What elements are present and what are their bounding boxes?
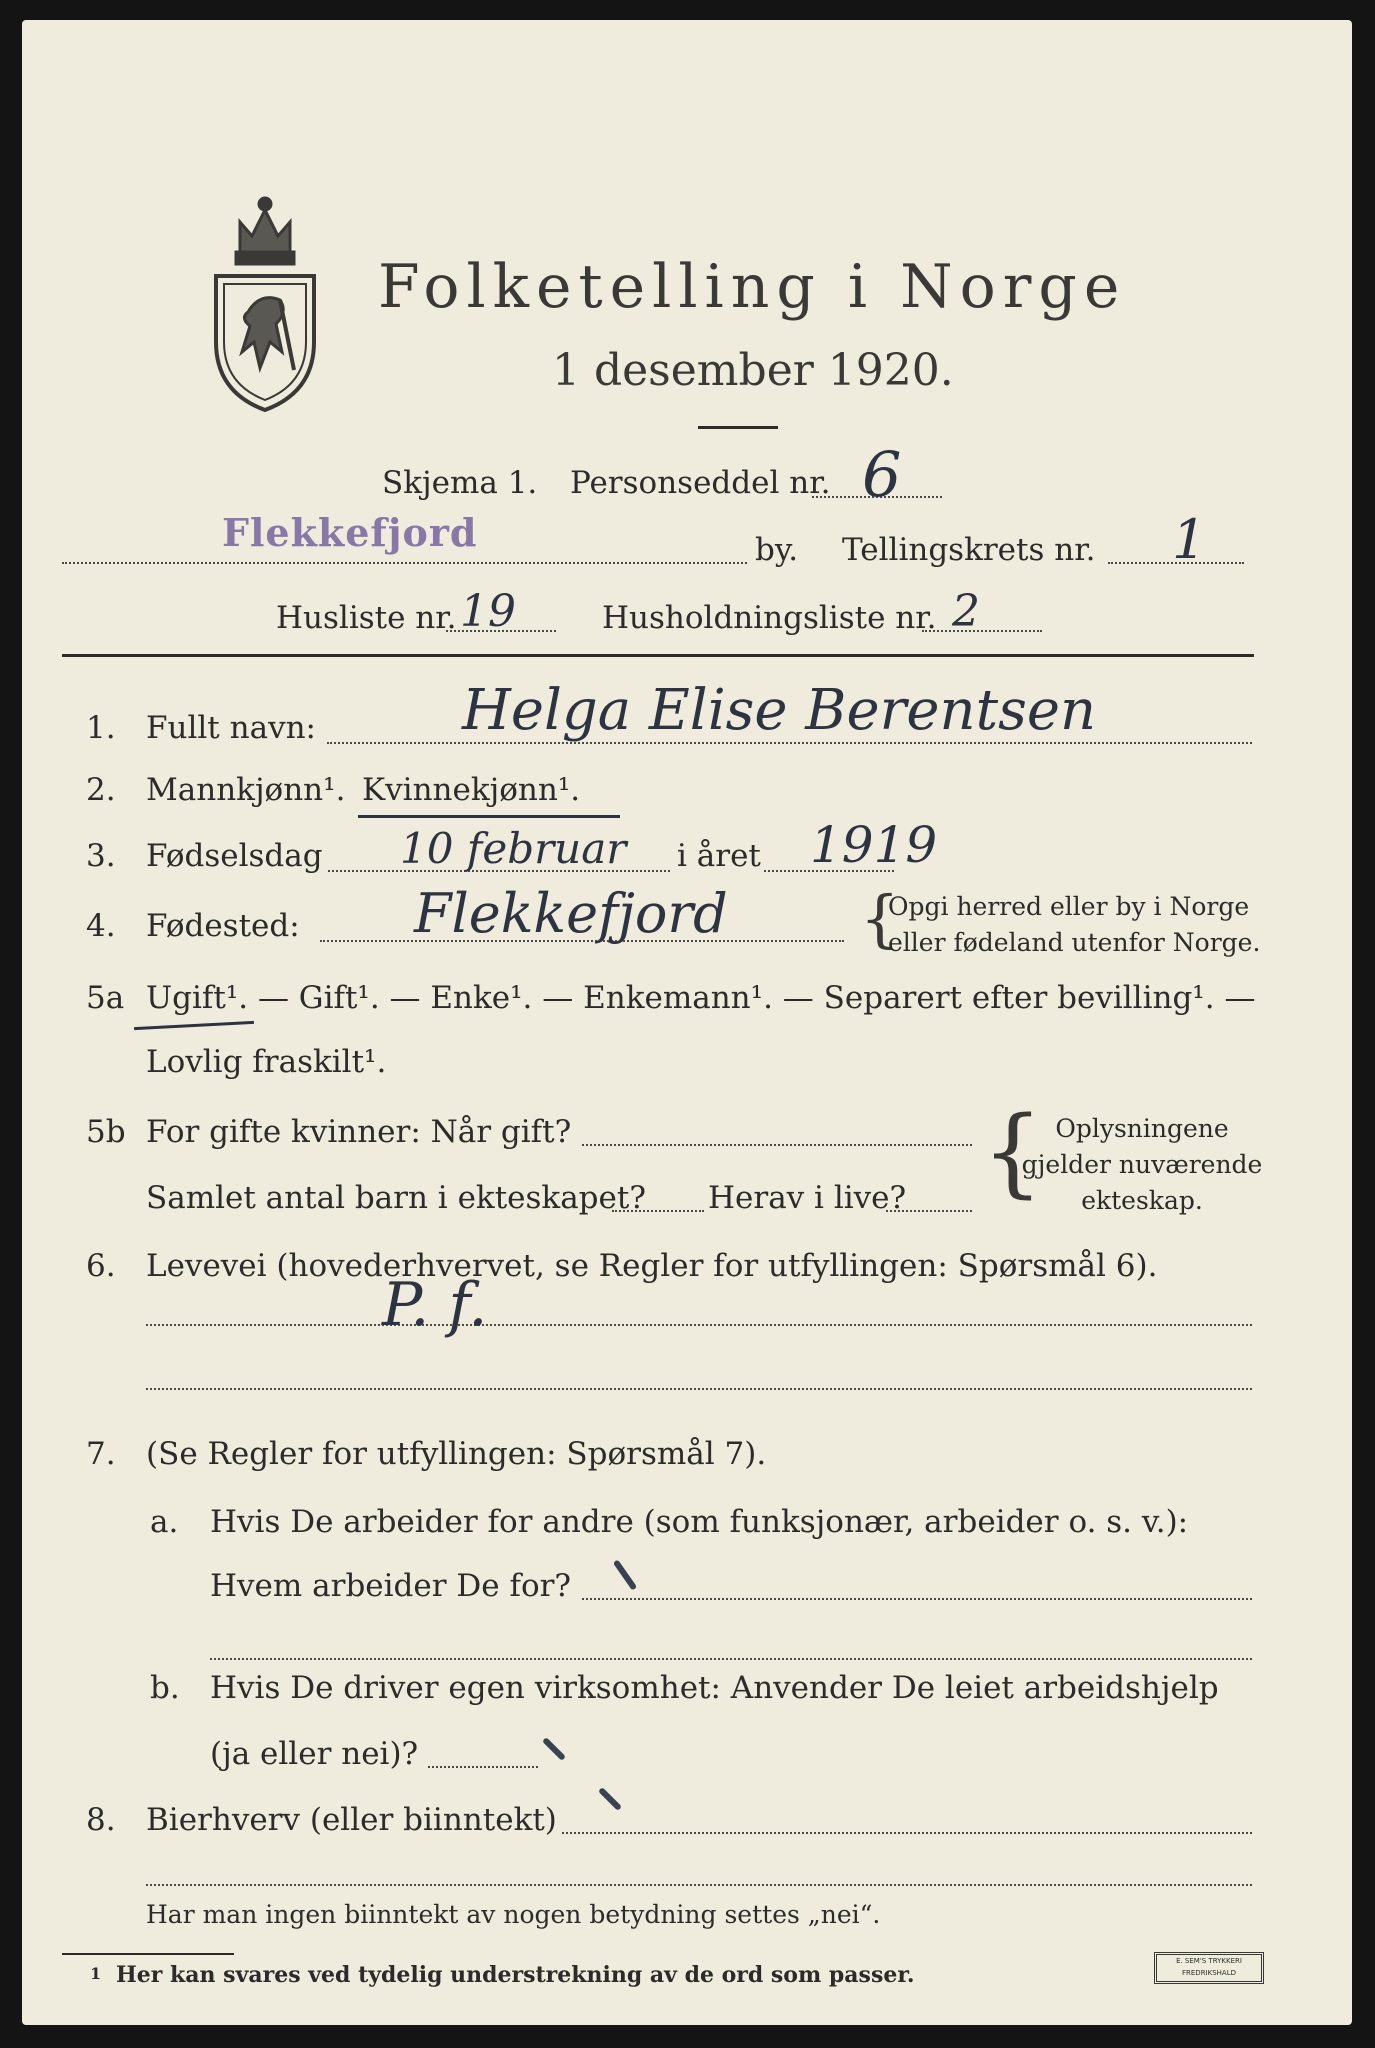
q5b-children-total: Samlet antal barn i ekteskapet? bbox=[146, 1180, 646, 1216]
employer-line-2 bbox=[210, 1658, 1252, 1660]
children-alive-line bbox=[886, 1210, 972, 1212]
sex-female-option: Kvinnekjønn¹. bbox=[362, 772, 581, 808]
birth-year-value: 1919 bbox=[810, 816, 938, 874]
census-date: 1 desember 1920. bbox=[552, 345, 954, 396]
sex-male-option: Mannkjønn¹. bbox=[146, 772, 346, 808]
skjema-label: Skjema 1. bbox=[382, 465, 538, 501]
marital-status-divorced: Lovlig fraskilt¹. bbox=[146, 1044, 387, 1080]
q5b-children-alive: Herav i live? bbox=[708, 1180, 907, 1216]
husliste-label: Husliste nr. bbox=[276, 600, 457, 636]
footnote-text: Her kan svares ved tydelig understrekning av de ord som passer. bbox=[116, 1962, 915, 1988]
children-total-line bbox=[612, 1210, 704, 1212]
q8-label: Bierhverv (eller biinntekt) bbox=[146, 1802, 557, 1838]
q1-number: 1. bbox=[86, 710, 116, 746]
year-label: i året bbox=[677, 838, 761, 874]
q5a-number: 5a bbox=[86, 980, 125, 1016]
occupation-line-2 bbox=[146, 1388, 1252, 1390]
marital-status-options: Ugift¹. — Gift¹. — Enke¹. — Enkemann¹. — Separert efter bevilling¹. — bbox=[146, 980, 1256, 1016]
full-name-value: Helga Elise Berentsen bbox=[462, 678, 1097, 743]
q7b-letter: b. bbox=[150, 1670, 180, 1706]
side-income-line-2 bbox=[146, 1884, 1252, 1886]
ugift-underline bbox=[134, 1021, 254, 1030]
q5b-number: 5b bbox=[86, 1114, 126, 1150]
side-income-dash-mark bbox=[598, 1787, 622, 1811]
q7a-letter: a. bbox=[150, 1504, 179, 1540]
q3-number: 3. bbox=[86, 838, 116, 874]
q7b-hired-help-label: (ja eller nei)? bbox=[210, 1736, 419, 1772]
husholdningsliste-label: Husholdningsliste nr. bbox=[602, 600, 937, 636]
female-underline bbox=[358, 815, 620, 818]
no-income-note: Har man ingen biinntekt av nogen betydning settes „nei“. bbox=[146, 1900, 881, 1929]
tellingskrets-value: 1 bbox=[1172, 508, 1207, 571]
employer-dash-mark bbox=[613, 1559, 637, 1590]
q7a-employer-label: Hvem arbeider De for? bbox=[210, 1568, 572, 1604]
tellingskrets-label: Tellingskrets nr. bbox=[842, 532, 1096, 568]
q7-label: (Se Regler for utfyllingen: Spørsmål 7). bbox=[146, 1436, 767, 1472]
footnote-rule bbox=[62, 1953, 234, 1955]
when-married-line bbox=[582, 1144, 972, 1146]
q2-number: 2. bbox=[86, 772, 116, 808]
husliste-value: 19 bbox=[460, 586, 516, 637]
q3-label: Fødselsdag bbox=[146, 838, 323, 874]
birthplace-note-brace: { bbox=[860, 882, 900, 955]
form-title: Folketelling i Norge bbox=[378, 252, 1127, 322]
personseddel-value: 6 bbox=[862, 438, 902, 511]
census-form bbox=[22, 20, 1352, 2025]
q6-label: Levevei (hovederhvervet, se Regler for utfyllingen: Spørsmål 6). bbox=[146, 1248, 1158, 1284]
q7a-question: Hvis De arbeider for andre (som funksjonær, arbeider o. s. v.): bbox=[210, 1504, 1189, 1540]
marriage-note-brace: { bbox=[982, 1096, 1044, 1208]
q5b-when-married: For gifte kvinner: Når gift? bbox=[146, 1114, 572, 1150]
q8-number: 8. bbox=[86, 1802, 116, 1838]
husholdningsliste-line bbox=[922, 630, 1042, 632]
q6-number: 6. bbox=[86, 1248, 116, 1284]
town-stamp: Flekkefjord bbox=[222, 510, 478, 555]
hired-help-dash-mark bbox=[542, 1737, 566, 1761]
q7b-question: Hvis De driver egen virksomhet: Anvender De leiet arbeidshjelp bbox=[210, 1670, 1219, 1706]
q4-number: 4. bbox=[86, 908, 116, 944]
town-line bbox=[62, 562, 747, 564]
by-label: by. bbox=[755, 532, 799, 568]
employer-line bbox=[582, 1598, 1252, 1600]
husholdningsliste-value: 2 bbox=[952, 586, 980, 637]
title-divider bbox=[698, 426, 778, 429]
q1-label: Fullt navn: bbox=[146, 710, 316, 746]
footnote-mark: 1 bbox=[90, 1964, 102, 1983]
q7-number: 7. bbox=[86, 1436, 116, 1472]
marriage-note-line3: ekteskap. bbox=[1081, 1186, 1203, 1215]
q4-label: Fødested: bbox=[146, 908, 300, 944]
side-income-line bbox=[562, 1832, 1252, 1834]
coat-of-arms-icon bbox=[210, 192, 320, 414]
occupation-value: P. f. bbox=[382, 1270, 488, 1340]
birthplace-note-line2: eller fødeland utenfor Norge. bbox=[888, 928, 1261, 957]
header-rule bbox=[62, 654, 1254, 657]
marriage-note-line2: gjelder nuværende bbox=[1021, 1150, 1263, 1179]
printer-mark: E. SEM'S TRYKKERI FREDRIKSHALD bbox=[1154, 1952, 1264, 1984]
marriage-note-line1: Oplysningene bbox=[1055, 1114, 1229, 1143]
birthplace-value: Flekkefjord bbox=[414, 882, 728, 945]
personseddel-label: Personseddel nr. bbox=[570, 465, 831, 501]
birthday-value: 10 februar bbox=[400, 824, 627, 873]
occupation-line-1 bbox=[146, 1324, 1252, 1326]
birthplace-note-line1: Opgi herred eller by i Norge bbox=[888, 892, 1250, 921]
hired-help-line bbox=[428, 1766, 538, 1768]
